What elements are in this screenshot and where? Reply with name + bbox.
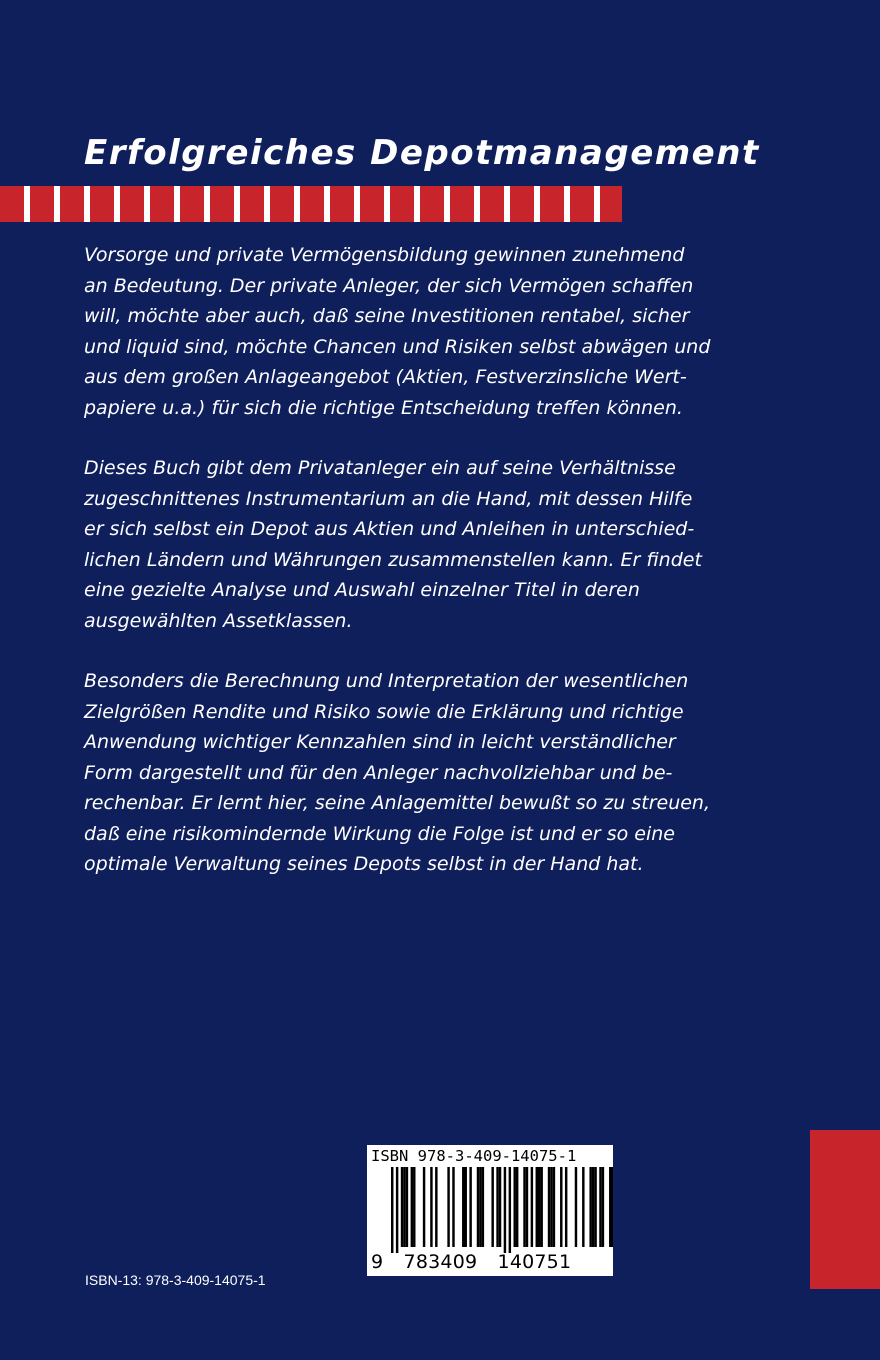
barcode-bar [526, 1167, 528, 1247]
barcode-bar [612, 1167, 614, 1247]
barcode-bar [540, 1167, 542, 1247]
barcode-bar [550, 1167, 552, 1247]
barcode-bar [403, 1167, 405, 1247]
barcode-bar [592, 1167, 594, 1247]
isbn-13-label: ISBN-13: 978-3-409-14075-1 [85, 1272, 266, 1288]
barcode-bar [423, 1167, 425, 1247]
text-line: aus dem großen Anlageangebot (Aktien, Festverzinsliche Wert- [84, 366, 687, 388]
text-line: lichen Ländern und Währungen zusammenstellen kann. Er findet [84, 548, 702, 571]
barcode-bar [582, 1167, 584, 1247]
barcode-block [367, 1145, 613, 1276]
barcode-bar [509, 1167, 511, 1253]
blurb-paragraph-2 [84, 453, 804, 636]
barcode-bar [589, 1167, 591, 1247]
text-line: ausgewählten Assetklassen. [84, 609, 353, 632]
barcode-bar [496, 1167, 498, 1247]
barcode-bar [396, 1167, 398, 1253]
ean-first-digit: 9 [371, 1251, 384, 1273]
barcode-bar [435, 1167, 437, 1247]
text-line: daß eine risikomindernde Wirkung die Folge ist und er so eine [84, 822, 675, 845]
barcode-bar [548, 1167, 550, 1247]
text-line: Dieses Buch gibt dem Privatanleger ein auf seine Verhältnisse [84, 457, 676, 479]
barcode-bar [430, 1167, 432, 1247]
barcode-bar [482, 1167, 484, 1247]
barcode-bar [609, 1167, 611, 1247]
barcode-bar [469, 1167, 471, 1247]
text-line: zugeschnittenes Instrumentarium an die Hand, mit dessen Hilfe [84, 487, 693, 510]
barcode-bar [406, 1167, 408, 1247]
barcode-bar [523, 1167, 525, 1247]
ean-right-group: 140751 [497, 1251, 572, 1273]
barcode-bar [516, 1167, 518, 1247]
text-line: und liquid sind, möchte Chancen und Risiken selbst abwägen und [84, 335, 711, 358]
text-line: Zielgrößen Rendite und Risiko sowie die Erklärung und richtige [84, 700, 684, 723]
blurb [84, 240, 804, 910]
blurb-paragraph-3 [84, 666, 804, 880]
barcode-digits [371, 1251, 571, 1273]
barcode-bar [477, 1167, 479, 1247]
barcode-bar [560, 1167, 562, 1247]
book-title: Erfolgreiches Depotmanagement [84, 133, 760, 173]
text-line: Form dargestellt und für den Anleger nachvollziehbar und be- [84, 761, 673, 784]
text-line: er sich selbst ein Depot aus Aktien und Anleihen in unterschied- [84, 518, 695, 540]
barcode-bar [447, 1167, 449, 1247]
barcode-bar [602, 1167, 604, 1247]
text-line: will, möchte aber auch, daß seine Investitionen rentabel, sicher [84, 305, 690, 327]
barcode-bar [504, 1167, 506, 1253]
barcode-bar [514, 1167, 516, 1247]
barcode-bar [599, 1167, 601, 1247]
text-line: rechenbar. Er lernt hier, seine Anlagemittel bewußt so zu streuen, [84, 792, 711, 814]
barcode-bar [553, 1167, 555, 1247]
barcode-bar [411, 1167, 413, 1247]
barcode-bar [565, 1167, 567, 1247]
barcode-bar [452, 1167, 454, 1247]
barcode-bar [536, 1167, 538, 1247]
barcode-bar [479, 1167, 481, 1247]
text-line: papiere u.a.) für sich die richtige Entscheidung treffen können. [84, 396, 683, 419]
text-line: optimale Verwaltung seines Depots selbst in der Hand hat. [84, 853, 644, 875]
barcode-bar [491, 1167, 493, 1247]
ean-left-group: 783409 [403, 1251, 478, 1273]
barcode-bar [499, 1167, 501, 1247]
striped-title-underline [0, 186, 622, 222]
barcode-bar [531, 1167, 533, 1247]
text-line: Anwendung wichtiger Kennzahlen sind in leicht verständlicher [84, 731, 676, 753]
barcode-bar [413, 1167, 415, 1247]
barcode-bar [462, 1167, 464, 1247]
barcode-bar [575, 1167, 577, 1247]
barcode-isbn-label: ISBN 978-3-409-14075-1 [371, 1147, 577, 1165]
barcode-bar [465, 1167, 467, 1247]
text-line: Besonders die Berechnung und Interpretation der wesentlichen [84, 670, 689, 692]
text-line: eine gezielte Analyse und Auswahl einzelner Titel in deren [84, 579, 640, 601]
blurb-paragraph-1 [84, 240, 804, 423]
text-line: an Bedeutung. Der private Anleger, der sich Vermögen schaffen [84, 274, 694, 297]
text-line: Vorsorge und private Vermögensbildung gewinnen zunehmend [84, 244, 685, 266]
barcode-bar [391, 1167, 393, 1253]
barcode-bar [538, 1167, 540, 1247]
red-side-tab [810, 1130, 880, 1289]
barcode-bar [594, 1167, 596, 1247]
barcode-bar [401, 1167, 403, 1247]
barcode-bars [367, 1167, 613, 1253]
